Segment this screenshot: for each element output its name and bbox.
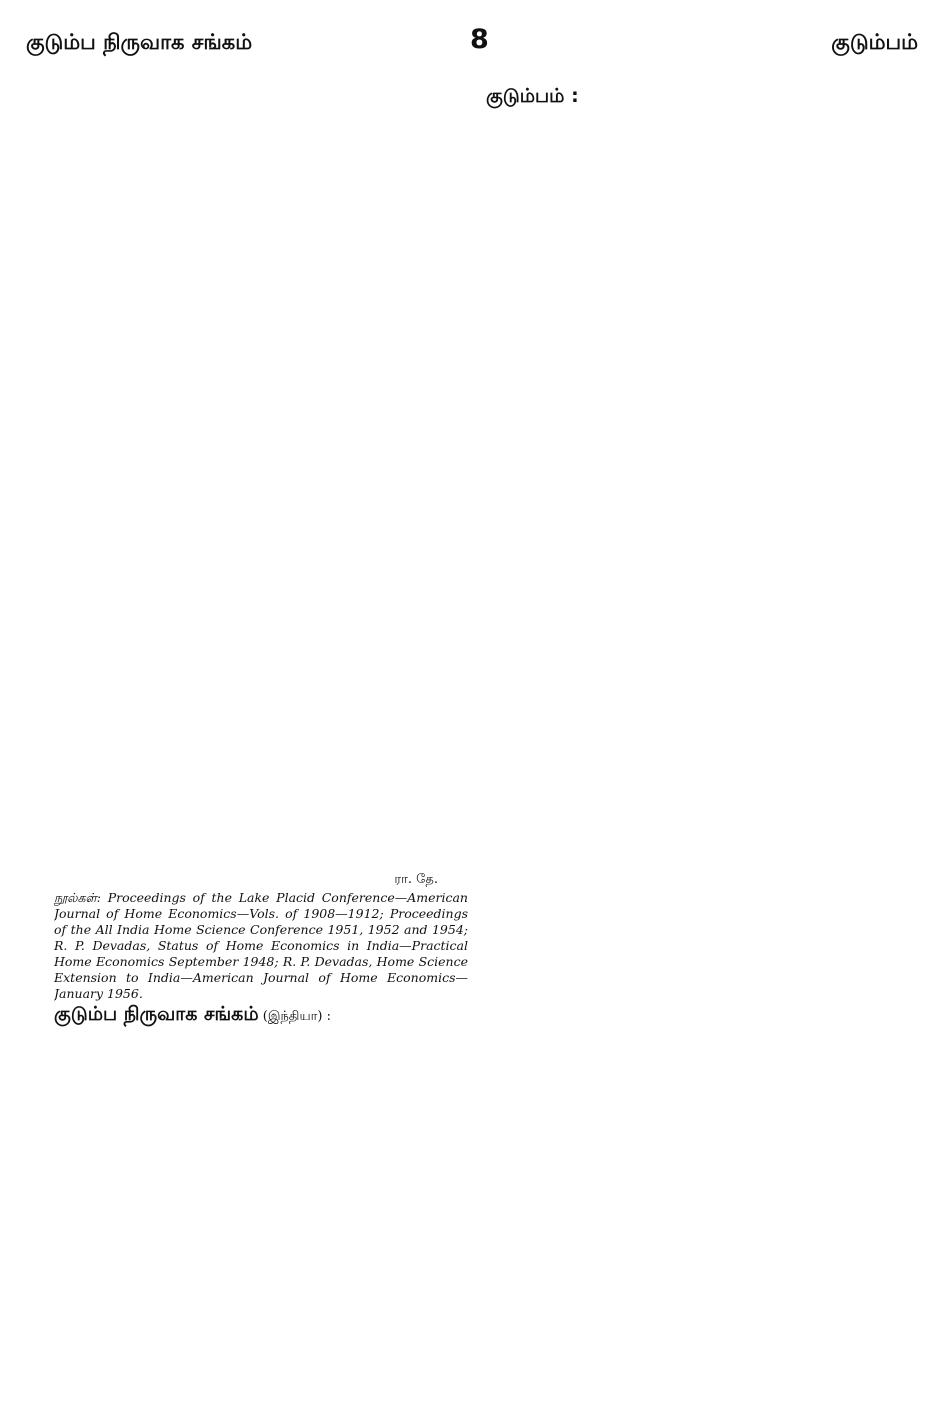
entry-heading-left [54, 1004, 468, 1027]
text-line [486, 1093, 922, 1113]
text-line [54, 186, 468, 206]
text-line [486, 331, 922, 351]
text-line [54, 588, 468, 608]
text-line [486, 1273, 922, 1293]
text-line [54, 1027, 468, 1047]
text-line [54, 286, 468, 306]
text-line [486, 713, 922, 733]
text-line [54, 770, 468, 790]
text-line [486, 973, 922, 993]
text-line [54, 708, 468, 728]
text-line [486, 431, 922, 451]
text-line [54, 648, 468, 668]
text-line [486, 1153, 922, 1173]
text-line [54, 830, 468, 850]
references-text: Proceedings of the Lake Placid Conference—American Journal of Home Economics—Vols. of 1908—1912; Proceedings of the All India Home Science Conference 1951, 1952 and 1954; R. P. Devadas, Status of Home Economics in India—Practical Home Economics September 1948; R. P. Devadas, Home Science Extension to India—American Journal of Home Economics—January 1956. [54, 890, 468, 1001]
text-line [486, 1373, 922, 1388]
text-line [54, 346, 468, 366]
text-line [486, 1353, 922, 1373]
text-line [486, 1253, 922, 1273]
text-line [486, 873, 922, 893]
text-line [54, 1187, 468, 1207]
text-line [486, 351, 922, 371]
text-line [54, 1127, 468, 1147]
text-line [54, 608, 468, 628]
text-line [486, 249, 922, 269]
text-line [486, 913, 922, 933]
text-line [486, 753, 922, 773]
text-line [486, 1133, 922, 1153]
running-title-right: குடும்பம் [831, 30, 918, 54]
text-line [54, 1067, 468, 1087]
text-line [54, 366, 468, 386]
left-paragraph-2 [54, 448, 468, 748]
left-column [54, 86, 468, 1388]
text-line [54, 1147, 468, 1167]
text-line [54, 688, 468, 708]
text-line [486, 129, 922, 149]
text-line [486, 833, 922, 853]
text-line [54, 448, 468, 468]
text-line [486, 491, 922, 511]
text-line [54, 266, 468, 286]
text-line [486, 511, 922, 531]
text-line [486, 1073, 922, 1093]
text-line [54, 1107, 468, 1127]
text-line [54, 386, 468, 406]
text-line [54, 406, 468, 426]
text-line [486, 551, 922, 571]
text-line [486, 411, 922, 431]
text-line [486, 793, 922, 813]
text-line [486, 391, 922, 411]
right-paragraph-2 [486, 271, 922, 631]
text-line [54, 1247, 468, 1267]
text-line [54, 1267, 468, 1287]
text-line [486, 1333, 922, 1353]
text-line [54, 668, 468, 688]
text-line [486, 953, 922, 973]
text-line [54, 226, 468, 246]
text-line [486, 933, 922, 953]
text-line [486, 531, 922, 551]
text-line [54, 1207, 468, 1227]
references [54, 890, 468, 1002]
text-line [54, 728, 468, 748]
left-means-paragraph [54, 1287, 468, 1388]
text-line [54, 548, 468, 568]
page-number: 8 [470, 24, 489, 55]
page-header [26, 24, 918, 62]
text-line [54, 106, 468, 126]
right-paragraph-3 [486, 633, 922, 1388]
text-line [54, 850, 468, 870]
running-title-left: குடும்ப நிருவாக சங்கம் [26, 30, 253, 54]
text-line [486, 209, 922, 229]
entry-title: குடும்ப நிருவாக சங்கம் [54, 1003, 259, 1025]
text-line [54, 1307, 468, 1327]
text-line [54, 326, 468, 346]
text-line [486, 229, 922, 249]
left-entry-body [54, 1027, 468, 1187]
text-line [486, 1033, 922, 1053]
text-line [486, 371, 922, 391]
text-line [486, 1233, 922, 1253]
left-continued-paragraph [54, 86, 468, 446]
text-line [54, 1087, 468, 1107]
right-column [486, 86, 922, 1388]
text-line [486, 733, 922, 753]
text-line [54, 790, 468, 810]
text-line [54, 86, 468, 106]
text-line [486, 673, 922, 693]
text-line [54, 468, 468, 488]
text-line [54, 628, 468, 648]
text-line [54, 246, 468, 266]
text-line [486, 1053, 922, 1073]
text-line [54, 1227, 468, 1247]
text-line [54, 1047, 468, 1067]
entry-title-family: குடும்பம் : [486, 86, 579, 107]
text-line [486, 1293, 922, 1313]
entry-heading-right [486, 86, 922, 109]
text-line [486, 693, 922, 713]
text-line [54, 126, 468, 146]
text-line [486, 311, 922, 331]
left-aims-paragraph [54, 1187, 468, 1287]
text-line [54, 1287, 468, 1307]
text-line [54, 528, 468, 548]
text-line [486, 169, 922, 189]
text-line [54, 508, 468, 528]
author-signature: ரா. தே. [394, 872, 438, 887]
text-line [54, 1327, 468, 1347]
text-line [486, 471, 922, 491]
text-line [486, 571, 922, 591]
text-line [486, 653, 922, 673]
text-line [54, 1367, 468, 1387]
text-line [486, 773, 922, 793]
text-line [54, 1167, 468, 1187]
text-line [486, 591, 922, 611]
text-line [54, 426, 468, 446]
text-line [486, 1213, 922, 1233]
text-line [54, 488, 468, 508]
text-line [486, 893, 922, 913]
text-line [54, 166, 468, 186]
text-line [54, 1387, 468, 1388]
text-line [486, 189, 922, 209]
text-line [486, 1013, 922, 1033]
text-line [486, 993, 922, 1013]
text-line [486, 149, 922, 169]
text-line [54, 1347, 468, 1367]
text-line [54, 568, 468, 588]
text-line [54, 810, 468, 830]
text-line [486, 1113, 922, 1133]
references-label: நூல்கள்: [54, 890, 101, 905]
text-line [486, 291, 922, 311]
text-line [54, 750, 468, 770]
text-line [486, 813, 922, 833]
text-line [486, 1173, 922, 1193]
text-line [54, 306, 468, 326]
text-line [486, 611, 922, 631]
text-line [54, 206, 468, 226]
text-line [486, 271, 922, 291]
text-line [486, 109, 922, 129]
text-line [486, 451, 922, 471]
text-line [486, 1193, 922, 1213]
entry-title-suffix: (இந்தியா) : [262, 1009, 331, 1024]
text-line [486, 1313, 922, 1333]
text-line [486, 633, 922, 653]
text-line [54, 146, 468, 166]
text-line [486, 853, 922, 873]
right-paragraph-1 [486, 109, 922, 269]
left-paragraph-3 [54, 750, 468, 870]
